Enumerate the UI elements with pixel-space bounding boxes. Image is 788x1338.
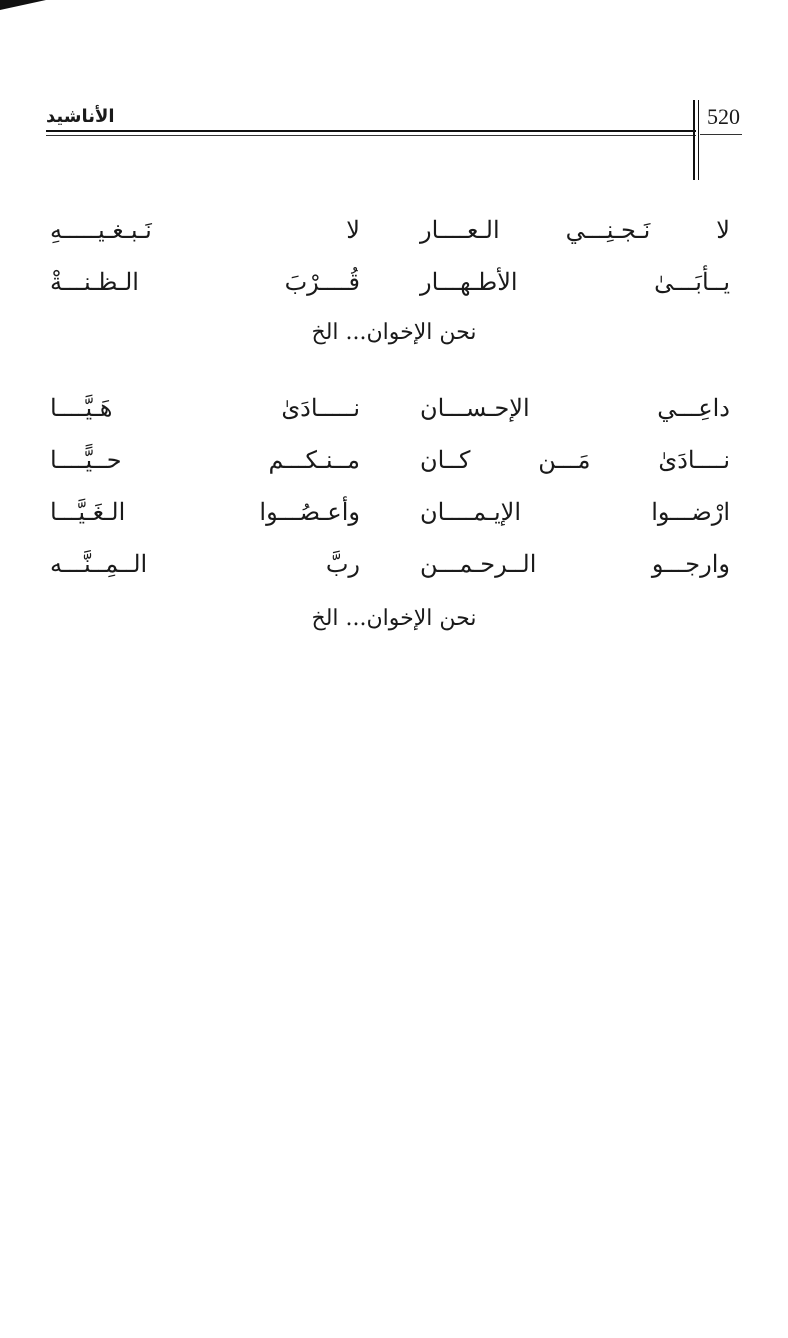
verse-second-hemistich: وأعـصُـــوا الـغَـيَّـــا [50,498,360,526]
header-rule-right [700,134,742,135]
refrain-line: نحن الإخوان... الخ [311,320,477,345]
stanza-2 [50,382,730,590]
verse-line [50,382,730,434]
verse-first-hemistich: لا نَـجـنِـــي الـعــــار [420,216,730,244]
refrain-line: نحن الإخوان... الخ [311,606,477,631]
page-number: 520 [707,104,740,129]
header-vertical-bar [693,100,695,180]
header-rule-thin [46,135,696,136]
verse-first-hemistich: داعِـــي الإحـســـان [420,394,730,422]
verse-line [50,538,730,590]
verse-first-hemistich: نــــادَىٰ مَـــن كــان [420,446,730,474]
verse-first-hemistich: يــأبَـــىٰ الأطـهـــار [420,268,730,296]
verse-first-hemistich: وارجـــو الــرحـمـــن [420,550,730,578]
header-vertical-bar-thin [698,100,699,180]
verse-line [50,204,730,256]
verse-second-hemistich: ربَّ الــمِــنَّـــه [50,550,360,578]
verse-second-hemistich: مــنـكـــم حــيًّــــا [50,446,360,474]
scan-corner-mark [0,0,46,10]
header-rule-thick [46,130,696,132]
running-title: الأناشيد [46,106,115,127]
verse-second-hemistich: قُــــرْبَ الـظـنـــةْ [50,268,360,296]
verse-second-hemistich: نـــــادَىٰ هَـيَّــــا [50,394,360,422]
stanza-1 [50,204,730,308]
verse-line [50,434,730,486]
verse-line [50,486,730,538]
verse-first-hemistich: ارْضـــوا الإيـمــــان [420,498,730,526]
page-header [46,100,742,180]
verse-line [50,256,730,308]
verse-second-hemistich: لا نَـبـغـيـــــهِ [50,216,360,244]
